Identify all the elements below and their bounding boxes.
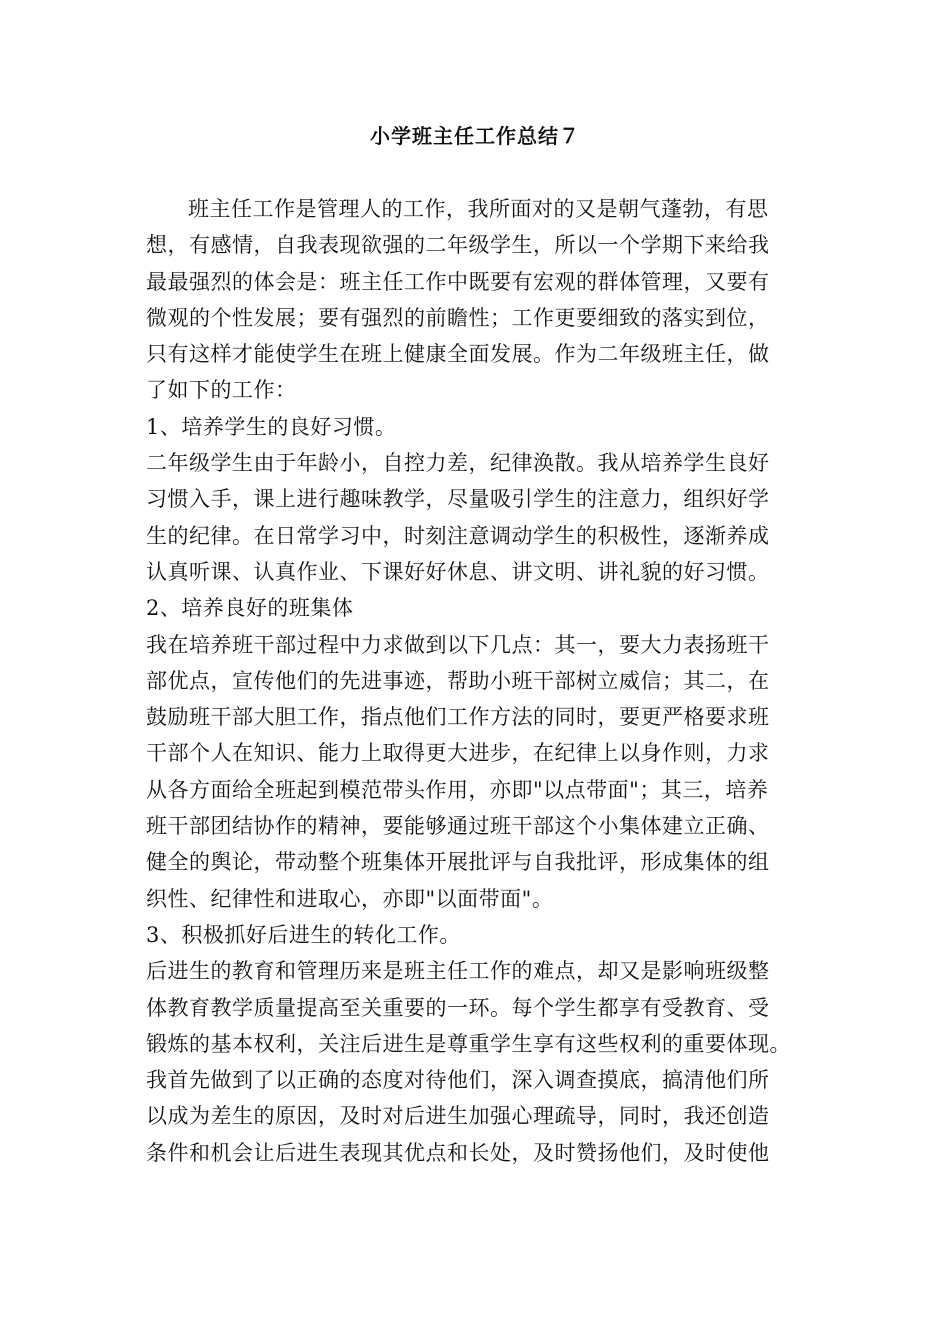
- text-line: 从各方面给全班起到模范带头作用，亦即"以点带面"；其三，培养: [146, 777, 769, 802]
- text-line: 条件和机会让后进生表现其优点和长处，及时赞扬他们，及时使他: [146, 1140, 770, 1165]
- text-line: 只有这样才能使学生在班上健康全面发展。作为二年级班主任，做: [146, 342, 770, 367]
- text-line: 体教育教学质量提高至关重要的一环。每个学生都享有受教育、受: [146, 995, 770, 1020]
- text-line: 班主任工作是管理人的工作，我所面对的又是朝气蓬勃，有思: [188, 197, 769, 221]
- text-line: 班干部团结协作的精神，要能够通过班干部这个小集体建立正确、: [146, 814, 770, 839]
- text-line: 了如下的工作：: [146, 378, 297, 403]
- text-line: 健全的舆论，带动整个班集体开展批评与自我批评，形成集体的组: [146, 850, 770, 875]
- section-heading: 1、培养学生的良好习惯。: [146, 414, 397, 439]
- text-line: 最最强烈的体会是：班主任工作中既要有宏观的群体管理，又要有: [146, 269, 770, 294]
- text-line: 织性、纪律性和进取心，亦即"以面带面"。: [146, 886, 554, 911]
- text-line: 以成为差生的原因，及时对后进生加强心理疏导，同时，我还创造: [146, 1104, 770, 1129]
- text-line: 我首先做到了以正确的态度对待他们，深入调查摸底，搞清他们所: [146, 1068, 770, 1093]
- text-line: 干部个人在知识、能力上取得更大进步，在纪律上以身作则，力求: [146, 741, 770, 766]
- document-body: [146, 191, 806, 1171]
- text-line: 后进生的教育和管理历来是班主任工作的难点，却又是影响班级整: [146, 959, 770, 984]
- text-line: 想，有感情，自我表现欲强的二年级学生，所以一个学期下来给我: [146, 233, 770, 258]
- text-line: 鼓励班干部大胆工作，指点他们工作方法的同时，要更严格要求班: [146, 705, 770, 730]
- section-heading: 3、积极抓好后进生的转化工作。: [146, 922, 461, 947]
- section-heading: 2、培养良好的班集体: [146, 596, 354, 621]
- text-line: 生的纪律。在日常学习中，时刻注意调动学生的积极性，逐渐养成: [146, 523, 770, 548]
- text-line: 部优点，宣传他们的先进事迹，帮助小班干部树立威信；其二，在: [146, 668, 770, 693]
- text-line: 认真听课、认真作业、下课好好休息、讲文明、讲礼貌的好习惯。: [146, 559, 770, 584]
- text-line: 二年级学生由于年龄小，自控力差，纪律涣散。我从培养学生良好: [146, 451, 770, 476]
- text-line: 微观的个性发展；要有强烈的前瞻性；工作更要细致的落实到位，: [146, 305, 770, 330]
- document-title: 小学班主任工作总结７: [370, 124, 580, 148]
- text-line: 习惯入手，课上进行趣味教学，尽量吸引学生的注意力，组织好学: [146, 487, 770, 512]
- text-line: 我在培养班干部过程中力求做到以下几点：其一，要大力表扬班干: [146, 632, 770, 657]
- text-line: 锻炼的基本权利，关注后进生是尊重学生享有这些权利的重要体现。: [146, 1031, 791, 1056]
